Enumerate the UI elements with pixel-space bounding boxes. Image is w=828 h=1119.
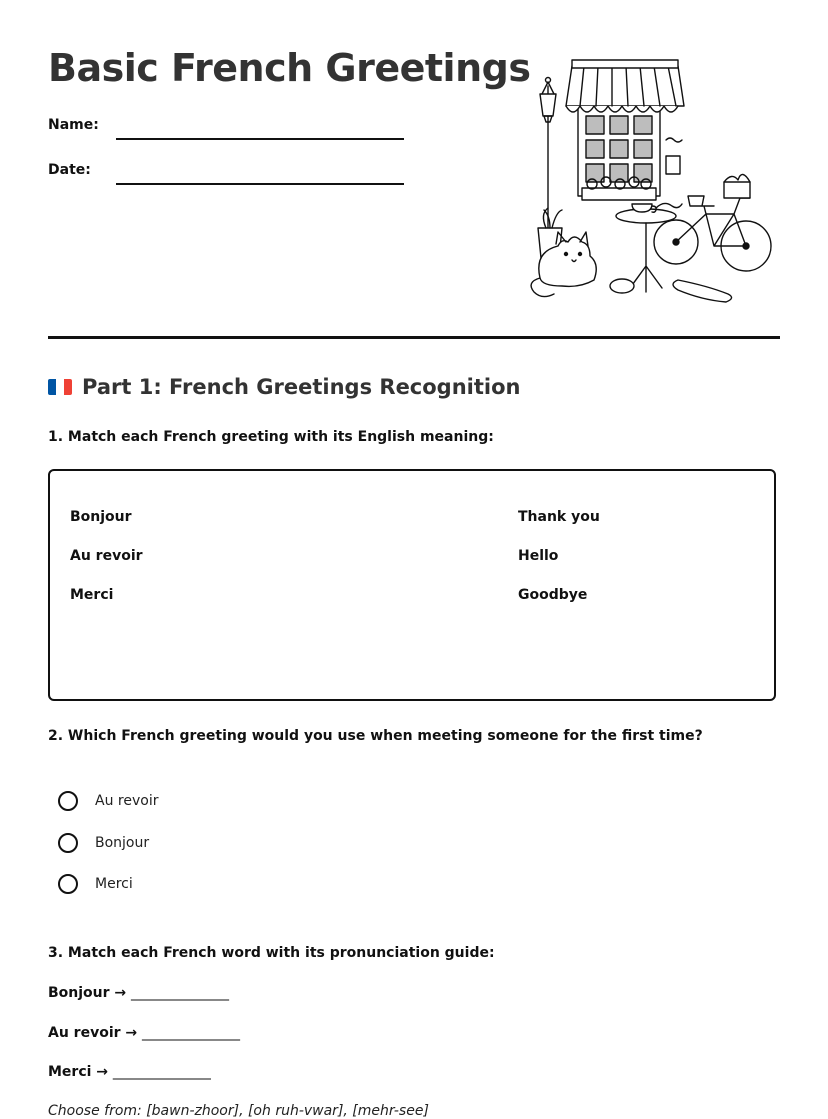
radio-button[interactable] bbox=[58, 791, 78, 811]
date-field[interactable] bbox=[116, 183, 404, 185]
option-label: Bonjour bbox=[95, 835, 150, 851]
choose-from-hint: Choose from: [bawn-zhoor], [oh ruh-vwar], [mehr-see] bbox=[48, 1103, 429, 1119]
option-merci[interactable] bbox=[58, 874, 133, 894]
part1-heading-text: Part 1: French Greetings Recognition bbox=[82, 375, 521, 399]
match-english-3[interactable]: Goodbye bbox=[518, 587, 588, 603]
part1-heading bbox=[48, 375, 520, 399]
matching-box bbox=[48, 469, 776, 701]
flag-stripe-white bbox=[56, 379, 64, 395]
date-label: Date: bbox=[48, 162, 91, 178]
match-french-2[interactable]: Au revoir bbox=[70, 548, 143, 564]
match-french-1[interactable]: Bonjour bbox=[70, 509, 132, 525]
pronunciation-row bbox=[48, 1064, 211, 1080]
answer-blank[interactable]: ______________ bbox=[112, 1064, 211, 1080]
question-1-prompt: 1. Match each French greeting with its English meaning: bbox=[48, 429, 494, 445]
option-label: Au revoir bbox=[95, 793, 159, 809]
answer-blank[interactable]: ______________ bbox=[142, 1025, 241, 1041]
option-label: Merci bbox=[95, 876, 133, 892]
pronunciation-word: Bonjour → bbox=[48, 985, 127, 1001]
flag-stripe-red bbox=[64, 379, 72, 395]
flag-stripe-blue bbox=[48, 379, 56, 395]
paris-cafe-scene-illustration bbox=[528, 56, 776, 304]
pronunciation-word: Au revoir → bbox=[48, 1025, 138, 1041]
pronunciation-row bbox=[48, 985, 229, 1001]
option-bonjour[interactable] bbox=[58, 833, 149, 853]
name-label: Name: bbox=[48, 117, 99, 133]
question-3-prompt: 3. Match each French word with its pronunciation guide: bbox=[48, 945, 495, 961]
question-2-prompt: 2. Which French greeting would you use when meeting someone for the first time? bbox=[48, 728, 703, 744]
match-english-2[interactable]: Hello bbox=[518, 548, 559, 564]
match-english-1[interactable]: Thank you bbox=[518, 509, 600, 525]
option-au-revoir[interactable] bbox=[58, 791, 158, 811]
section-divider bbox=[48, 336, 780, 339]
pronunciation-row bbox=[48, 1025, 240, 1041]
pronunciation-word: Merci → bbox=[48, 1064, 109, 1080]
page-title: Basic French Greetings bbox=[48, 46, 531, 90]
answer-blank[interactable]: ______________ bbox=[131, 985, 230, 1001]
match-french-3[interactable]: Merci bbox=[70, 587, 114, 603]
french-flag-icon bbox=[48, 379, 72, 395]
name-field[interactable] bbox=[116, 138, 404, 140]
radio-button[interactable] bbox=[58, 833, 78, 853]
radio-button[interactable] bbox=[58, 874, 78, 894]
